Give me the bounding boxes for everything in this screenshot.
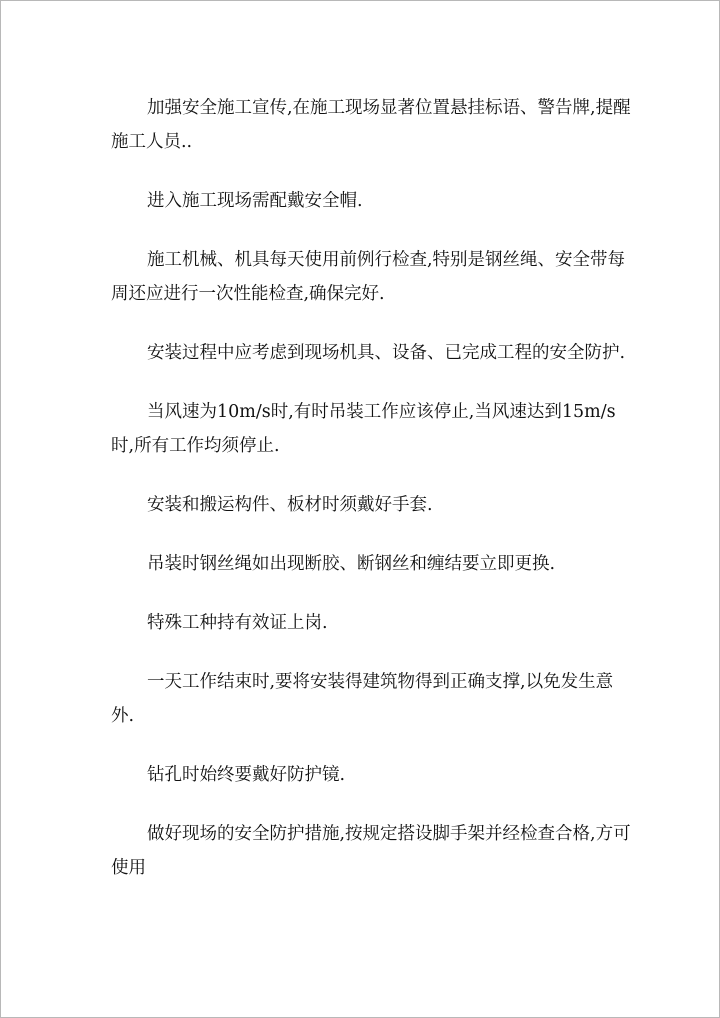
paragraph-scaffolding: 做好现场的安全防护措施,按规定搭设脚手架并经检查合格,方可使用 <box>111 824 631 878</box>
paragraph-support: 一天工作结束时,要将安装得建筑物得到正确支撑,以免发生意外. <box>111 672 614 726</box>
paragraph-protection: 安装过程中应考虑到现场机具、设备、已完成工程的安全防护. <box>147 343 626 363</box>
paragraph-certification: 特殊工种持有效证上岗. <box>147 613 328 633</box>
paragraph-wire-rope: 吊装时钢丝绳如出现断胶、断钢丝和缠结要立即更换. <box>147 554 556 574</box>
document-body <box>111 91 631 910</box>
paragraph-helmet: 进入施工现场需配戴安全帽. <box>147 191 363 211</box>
paragraph-equipment-check: 施工机械、机具每天使用前例行检查,特别是钢丝绳、安全带每周还应进行一次性能检查,确保完好. <box>111 250 626 304</box>
paragraph-goggles: 钻孔时始终要戴好防护镜. <box>147 765 346 785</box>
paragraph-safety-publicity: 加强安全施工宣传,在施工现场显著位置悬挂标语、警告牌,提醒施工人员.. <box>111 98 631 152</box>
paragraph-wind-speed: 当风速为10m/s时,有时吊装工作应该停止,当风速达到15m/s时,所有工作均须停止. <box>111 402 616 456</box>
paragraph-gloves: 安装和搬运构件、板材时须戴好手套. <box>147 495 433 515</box>
